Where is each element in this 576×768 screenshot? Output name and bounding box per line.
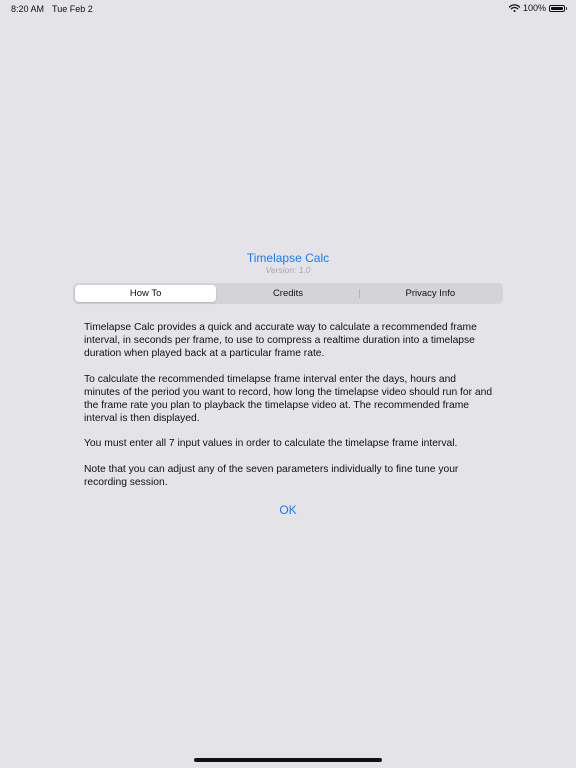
tab-privacy-info-label: Privacy Info: [405, 288, 456, 299]
ok-button[interactable]: OK: [279, 503, 297, 517]
battery-percent: 100%: [522, 3, 546, 13]
how-to-paragraph: To calculate the recommended timelapse frame interval enter the days, hours and minutes of the period you want to record, how long the timelapse video should run for and the frame rate you plan to playback the timelapse video at. The recommended frame interval is then displayed.: [84, 373, 493, 424]
how-to-paragraph: Timelapse Calc provides a quick and accurate way to calculate a recommended frame interval, in seconds per frame, to use to compress a realtime duration into a timelapse duration when played back at a particular frame rate.: [84, 322, 477, 359]
battery-icon: [549, 5, 565, 12]
app-title: Timelapse Calc: [246, 251, 330, 265]
status-date: Tue Feb 2: [52, 4, 93, 14]
wifi-icon: [509, 4, 520, 12]
tab-how-to-label: How To: [129, 288, 162, 299]
tab-privacy-info[interactable]: [360, 285, 501, 302]
home-indicator[interactable]: [194, 758, 382, 762]
app-version: Version: 1.0: [265, 265, 311, 275]
status-left: [11, 4, 93, 14]
battery-fill: [551, 7, 563, 10]
how-to-paragraph: You must enter all 7 input values in order to calculate the timelapse frame interval.: [84, 438, 458, 449]
status-bar: [0, 0, 576, 18]
tab-credits[interactable]: [217, 285, 358, 302]
how-to-paragraph: Note that you can adjust any of the seven parameters individually to fine tune your recording session.: [84, 463, 459, 488]
tab-segmented-control: [73, 283, 503, 304]
tab-how-to[interactable]: [75, 285, 216, 302]
how-to-content: [84, 321, 494, 501]
tab-credits-label: Credits: [272, 288, 304, 299]
status-right: [509, 3, 565, 13]
status-time: 8:20 AM: [11, 4, 45, 14]
